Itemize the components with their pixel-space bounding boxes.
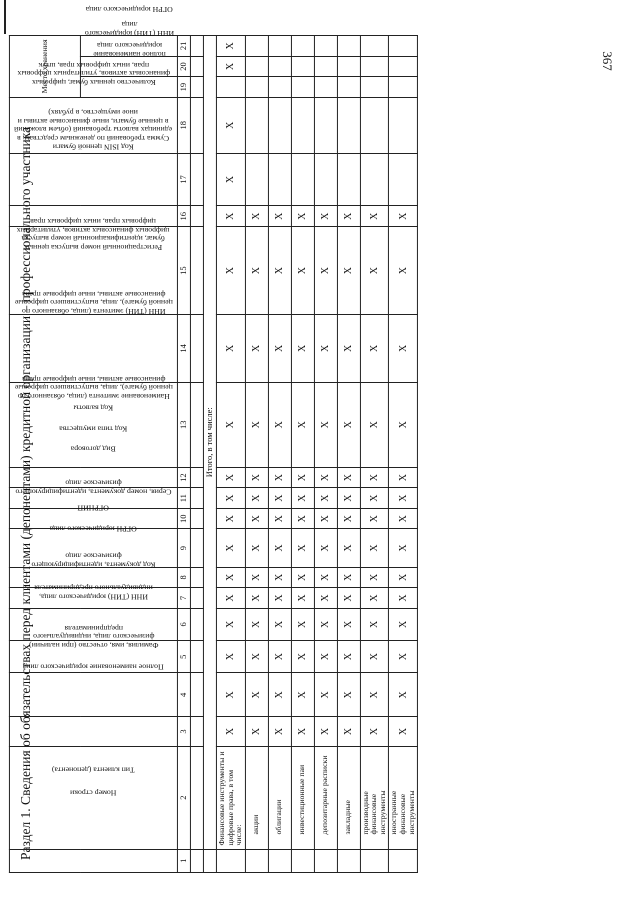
row-label: Финансовые инструменты и цифровые права, в том числе: xyxy=(216,746,245,849)
cell xyxy=(314,97,337,153)
cell: X xyxy=(337,508,360,529)
cell xyxy=(245,97,268,153)
cell: X xyxy=(389,227,418,315)
cell: X xyxy=(314,641,337,673)
cell: X xyxy=(389,641,418,673)
cell: X xyxy=(389,588,418,609)
cell xyxy=(314,36,337,57)
cell: X xyxy=(389,608,418,640)
cell: X xyxy=(216,467,245,488)
cell xyxy=(337,56,360,77)
cell: X xyxy=(314,567,337,588)
cell: X xyxy=(314,488,337,509)
cell: X xyxy=(389,529,418,567)
row-label: закладные xyxy=(337,746,360,849)
cell xyxy=(268,36,291,57)
cell: X xyxy=(216,488,245,509)
cell: X xyxy=(360,467,389,488)
cell: X xyxy=(245,315,268,383)
column-number: 13 xyxy=(177,382,190,467)
row-label: инвестиционные паи xyxy=(291,746,314,849)
cell xyxy=(245,77,268,98)
cell: X xyxy=(337,567,360,588)
cell: X xyxy=(337,206,360,227)
cell: X xyxy=(337,382,360,467)
cell xyxy=(389,56,418,77)
cell: X xyxy=(360,717,389,746)
cell xyxy=(337,77,360,98)
cell: X xyxy=(291,206,314,227)
table-row xyxy=(291,36,314,873)
cell: X xyxy=(360,488,389,509)
cell: X xyxy=(337,673,360,717)
cell: X xyxy=(337,588,360,609)
cell xyxy=(314,153,337,206)
column-number: 10 xyxy=(177,508,190,529)
cell: X xyxy=(389,673,418,717)
cell: X xyxy=(291,608,314,640)
cell: X xyxy=(216,567,245,588)
cell xyxy=(245,153,268,206)
obligations-table xyxy=(9,4,418,873)
cell xyxy=(337,36,360,57)
column-numbers-row xyxy=(177,36,190,873)
column-number: 14 xyxy=(177,315,190,383)
row-label: иностранные финансовые инструменты xyxy=(389,746,418,849)
cell: X xyxy=(337,227,360,315)
cell: X xyxy=(314,382,337,467)
cell: X xyxy=(291,588,314,609)
storage-group-header: Место хранения xyxy=(9,36,80,98)
column-header-11: Код типа имущества xyxy=(9,488,177,509)
cell: X xyxy=(216,36,245,57)
cell: X xyxy=(291,641,314,673)
table-row xyxy=(216,36,245,873)
cell: X xyxy=(216,717,245,746)
cell xyxy=(291,77,314,98)
cell: X xyxy=(268,382,291,467)
column-header-14: ИНН (ТИН) эмитента (лица, обязанного по ценной бумаге), лица, выпустившего цифровые финансовые активы, иные цифровые права xyxy=(9,315,177,383)
column-number: 6 xyxy=(177,608,190,640)
cell: X xyxy=(360,206,389,227)
cell: X xyxy=(360,227,389,315)
column-number: 11 xyxy=(177,488,190,509)
column-number: 18 xyxy=(177,97,190,153)
cell xyxy=(268,56,291,77)
column-number: 7 xyxy=(177,588,190,609)
cell: X xyxy=(245,508,268,529)
row-label: производные финансовые инструменты xyxy=(360,746,389,849)
column-header-4: Фамилия, имя, отчество (при наличии) физического лица, индивидуального предпринимателя xyxy=(9,673,177,717)
column-header-16: Код ISIN ценной бумаги xyxy=(9,206,177,227)
cell: X xyxy=(216,529,245,567)
cell xyxy=(314,56,337,77)
cell: X xyxy=(216,315,245,383)
cell xyxy=(291,56,314,77)
cell: X xyxy=(216,206,245,227)
cell: X xyxy=(337,467,360,488)
row-label: акции xyxy=(245,746,268,849)
cell: X xyxy=(389,206,418,227)
cell: X xyxy=(245,488,268,509)
cell: X xyxy=(360,315,389,383)
cell xyxy=(314,77,337,98)
column-number: 16 xyxy=(177,206,190,227)
column-number: 15 xyxy=(177,227,190,315)
cell xyxy=(360,36,389,57)
table-row xyxy=(337,36,360,873)
cell: X xyxy=(268,641,291,673)
column-number: 1 xyxy=(177,849,190,872)
cell: X xyxy=(216,97,245,153)
table-row xyxy=(389,36,418,873)
cell: X xyxy=(291,717,314,746)
cell xyxy=(337,97,360,153)
cell: X xyxy=(245,608,268,640)
cell: X xyxy=(360,588,389,609)
cell: X xyxy=(337,641,360,673)
cell: X xyxy=(216,588,245,609)
cell: X xyxy=(360,567,389,588)
row-label: облигации xyxy=(268,746,291,849)
cell xyxy=(291,153,314,206)
cell xyxy=(360,153,389,206)
cell: X xyxy=(389,382,418,467)
cell xyxy=(360,97,389,153)
cell: X xyxy=(314,315,337,383)
cell: X xyxy=(337,717,360,746)
cell: X xyxy=(314,206,337,227)
cell: X xyxy=(389,315,418,383)
cell: X xyxy=(268,608,291,640)
column-header-20: ИНН (ТИН) юридического лица xyxy=(81,56,178,77)
cell: X xyxy=(245,641,268,673)
cell: X xyxy=(314,529,337,567)
column-header-1: Номер строки xyxy=(9,849,177,872)
cell: X xyxy=(314,508,337,529)
cell: X xyxy=(291,567,314,588)
cell xyxy=(389,97,418,153)
cell: X xyxy=(337,608,360,640)
cell xyxy=(291,97,314,153)
cell: X xyxy=(360,608,389,640)
column-header-12: Код валюты xyxy=(9,467,177,488)
cell xyxy=(216,77,245,98)
cell: X xyxy=(245,673,268,717)
header-row xyxy=(9,36,80,873)
cell: X xyxy=(337,488,360,509)
cell: X xyxy=(245,717,268,746)
cell: X xyxy=(291,315,314,383)
column-header-6: Код документа, идентифицирующего физическое лицо xyxy=(9,608,177,640)
column-number: 2 xyxy=(177,746,190,849)
column-header-2: Тип клиента (депонента) xyxy=(9,746,177,849)
cell: X xyxy=(337,529,360,567)
column-number: 21 xyxy=(177,36,190,57)
cell: X xyxy=(291,529,314,567)
cell: X xyxy=(314,588,337,609)
blank-row xyxy=(190,36,203,873)
page-number: 367 xyxy=(600,51,615,71)
cell: X xyxy=(245,206,268,227)
cell: X xyxy=(216,227,245,315)
cell: X xyxy=(337,315,360,383)
cell: X xyxy=(245,227,268,315)
cell: X xyxy=(360,641,389,673)
column-header-19: полное наименование юридического лица xyxy=(81,77,178,98)
cell: X xyxy=(268,315,291,383)
cell: X xyxy=(389,567,418,588)
cell: X xyxy=(216,56,245,77)
cell xyxy=(360,56,389,77)
cell xyxy=(245,36,268,57)
column-number: 19 xyxy=(177,77,190,98)
column-header-21: ОГРН юридического лица xyxy=(81,36,178,57)
cell: X xyxy=(291,488,314,509)
cell: X xyxy=(216,153,245,206)
column-number: 17 xyxy=(177,153,190,206)
column-header-15: Регистрационный номер выпуска ценных бумаг, идентификационный номер выпуска цифровых финансовых активов, утилитарных цифровых прав, иных цифровых прав xyxy=(9,227,177,315)
cell: X xyxy=(314,227,337,315)
column-number: 8 xyxy=(177,567,190,588)
cell xyxy=(268,153,291,206)
cell xyxy=(268,97,291,153)
cell: X xyxy=(245,467,268,488)
cell: X xyxy=(245,567,268,588)
table-row xyxy=(314,36,337,873)
cell: X xyxy=(245,588,268,609)
section-heading: Раздел 1. Сведения об обязательствах перед клиентами (депонентами) кредитной организации – профессионального участника xyxy=(18,126,33,860)
total-label: Итого, в том числе: xyxy=(203,36,216,850)
cell xyxy=(389,77,418,98)
cell: X xyxy=(245,382,268,467)
column-number: 9 xyxy=(177,529,190,567)
column-header-5: ИНН (ТИН) юридического лица, индивидуального предпринимателя xyxy=(9,641,177,673)
cell xyxy=(389,36,418,57)
cell: X xyxy=(268,567,291,588)
cell: X xyxy=(291,467,314,488)
cell: X xyxy=(245,529,268,567)
column-number: 20 xyxy=(177,56,190,77)
cell: X xyxy=(216,673,245,717)
cell: X xyxy=(268,488,291,509)
cell: X xyxy=(268,467,291,488)
column-number: 3 xyxy=(177,717,190,746)
column-header-10: Вид договора xyxy=(9,508,177,529)
row-label: депозитарные расписки xyxy=(314,746,337,849)
cell: X xyxy=(268,227,291,315)
cell: X xyxy=(360,529,389,567)
cell: X xyxy=(389,488,418,509)
column-header-7: ОГРН юридического лица xyxy=(9,588,177,609)
table-row xyxy=(245,36,268,873)
table-row xyxy=(360,36,389,873)
cell xyxy=(245,56,268,77)
cell: X xyxy=(268,588,291,609)
column-number: 5 xyxy=(177,641,190,673)
cell xyxy=(337,153,360,206)
cell: X xyxy=(314,717,337,746)
cell: X xyxy=(314,608,337,640)
cell: X xyxy=(268,206,291,227)
cell: X xyxy=(389,508,418,529)
cell: X xyxy=(291,673,314,717)
cell: X xyxy=(314,673,337,717)
cell: X xyxy=(360,382,389,467)
cell: X xyxy=(389,467,418,488)
cell: X xyxy=(389,717,418,746)
cell: X xyxy=(216,508,245,529)
cell: X xyxy=(291,508,314,529)
cell: X xyxy=(268,508,291,529)
cell xyxy=(389,153,418,206)
cell: X xyxy=(216,608,245,640)
column-header-8: ОГРНИП xyxy=(9,567,177,588)
column-header-17: Сумма требований по денежным средствам, в единицах валюты требований (объем вложений в ценные бумаги, иные финансовые активы и иное имущество, в рублях) xyxy=(9,153,177,206)
cell: X xyxy=(268,717,291,746)
cell: X xyxy=(360,508,389,529)
total-row xyxy=(203,36,216,873)
table-row xyxy=(268,36,291,873)
cell: X xyxy=(360,673,389,717)
column-header-9: Серия, номер документа, идентифицирующего физическое лицо xyxy=(9,529,177,567)
cell: X xyxy=(216,641,245,673)
column-header-3: Полное наименование юридического лица xyxy=(9,717,177,746)
cell xyxy=(291,36,314,57)
cell: X xyxy=(291,227,314,315)
cell: X xyxy=(268,673,291,717)
cell: X xyxy=(314,467,337,488)
cell: X xyxy=(291,382,314,467)
column-number: 4 xyxy=(177,673,190,717)
column-header-18: Количество ценных бумаг, цифровых финансовых активов, утилитарных цифровых прав, иных цифровых прав, штук xyxy=(9,97,177,153)
cell: X xyxy=(268,529,291,567)
column-number: 12 xyxy=(177,467,190,488)
cell: X xyxy=(216,382,245,467)
cell xyxy=(268,77,291,98)
column-header-13: Наименование эмитента (лица, обязанного по ценной бумаге), лица, выпустившего цифровые финансовые активы, иные цифровые права xyxy=(9,382,177,467)
cell xyxy=(360,77,389,98)
